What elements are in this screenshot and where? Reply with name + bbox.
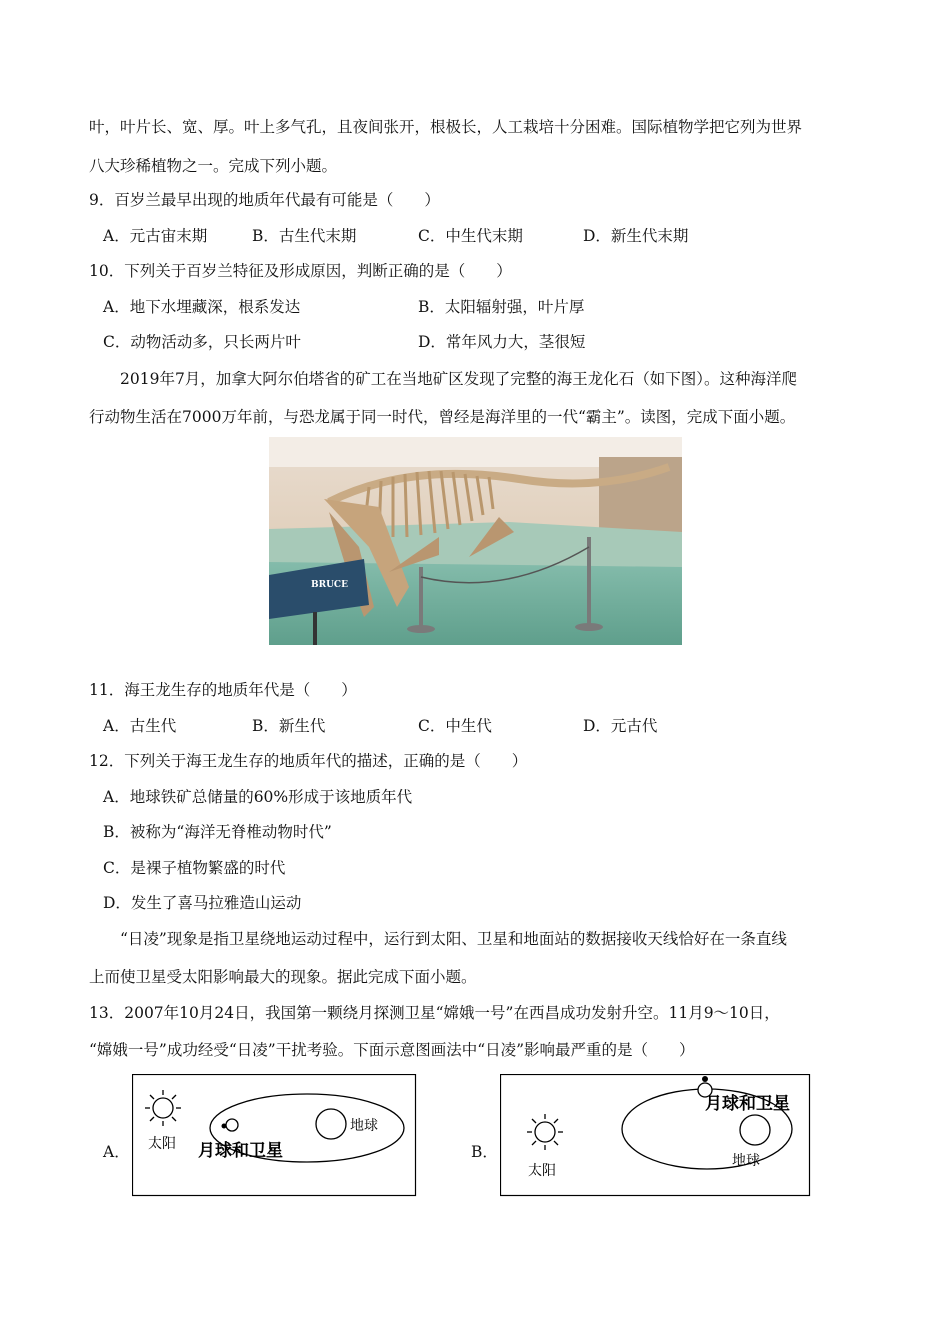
sun-label-b: 太阳 (528, 1163, 556, 1179)
earth-label-a: 地球 (350, 1118, 378, 1134)
satellite-icon (222, 1124, 227, 1129)
passage3-line-2: 上而使卫星受太阳影响最大的现象。据此完成下面小题。 (89, 968, 477, 986)
q11-option-b[interactable]: B．新生代 (252, 717, 326, 735)
q11-option-d[interactable]: D．元古代 (583, 717, 658, 735)
passage2-line-1: 2019年7月，加拿大阿尔伯塔省的矿工在当地矿区发现了完整的海王龙化石（如下图）。这种海洋爬 (120, 370, 798, 388)
q9-option-d[interactable]: D．新生代末期 (583, 227, 689, 245)
q13-option-b-label[interactable]: B． (471, 1143, 498, 1161)
q11-stem: 11．海王龙生存的地质年代是（ ） (89, 681, 357, 699)
q9-option-c[interactable]: C．中生代末期 (418, 227, 523, 245)
passage2-line-2: 行动物生活在7000万年前，与恐龙属于同一时代，曾经是海洋里的一代“霸主”。读图，完成下面小题。 (89, 408, 796, 426)
moon-sat-label-a: 月球和卫星 (198, 1141, 283, 1161)
q9-option-b[interactable]: B．古生代末期 (252, 227, 357, 245)
intro-line-2: 八大珍稀植物之一。完成下列小题。 (89, 157, 338, 175)
earth-label-b: 地球 (732, 1153, 760, 1169)
moon-icon (226, 1119, 238, 1131)
q13-diagram-a[interactable] (132, 1074, 417, 1201)
q12-stem: 12．下列关于海王龙生存的地质年代的描述，正确的是（ ） (89, 752, 528, 770)
q11-option-a[interactable]: A．古生代 (103, 717, 177, 735)
q12-option-b[interactable]: B．被称为“海洋无脊椎动物时代” (103, 823, 332, 841)
moon-sat-label-b: 月球和卫星 (705, 1094, 790, 1114)
q10-option-b[interactable]: B．太阳辐射强，叶片厚 (418, 298, 585, 316)
q13-stem-line-2: “嫦娥一号”成功经受“日凌”干扰考验。下面示意图画法中“日凌”影响最严重的是（ ） (89, 1041, 695, 1059)
q10-option-c[interactable]: C．动物活动多，只长两片叶 (103, 333, 301, 351)
q10-stem: 10．下列关于百岁兰特征及形成原因，判断正确的是（ ） (89, 262, 512, 280)
q10-option-a[interactable]: A．地下水埋藏深，根系发达 (103, 298, 301, 316)
q12-option-a[interactable]: A．地球铁矿总储量的60%形成于该地质年代 (103, 788, 413, 806)
sun-label-a: 太阳 (148, 1136, 176, 1152)
sign-text: BRUCE (311, 580, 348, 590)
q13-stem-line-1: 13．2007年10月24日，我国第一颗绕月探测卫星“嫦娥一号”在西昌成功发射升空。11月9～10日， (89, 1004, 780, 1022)
q13-diagram-b[interactable] (500, 1074, 811, 1201)
q13-option-a-label[interactable]: A． (103, 1143, 130, 1161)
q9-stem: 9．百岁兰最早出现的地质年代最有可能是（ ） (89, 191, 440, 209)
q9-option-a[interactable]: A．元古宙末期 (103, 227, 208, 245)
intro-line-1: 叶，叶片长、宽、厚。叶上多气孔，且夜间张开，根极长，人工栽培十分困难。国际植物学把它列为世界 (89, 118, 803, 136)
q12-option-d[interactable]: D．发生了喜马拉雅造山运动 (103, 894, 302, 912)
q10-option-d[interactable]: D．常年风力大，茎很短 (418, 333, 586, 351)
earth-icon (740, 1115, 770, 1145)
q12-option-c[interactable]: C．是裸子植物繁盛的时代 (103, 859, 286, 877)
mosasaur-fossil-photo (269, 437, 682, 645)
earth-icon (316, 1109, 346, 1139)
passage3-line-1: “日凌”现象是指卫星绕地运动过程中，运行到太阳、卫星和地面站的数据接收天线恰好在一条直线 (120, 930, 787, 948)
satellite-icon (702, 1076, 708, 1082)
q11-option-c[interactable]: C．中生代 (418, 717, 492, 735)
